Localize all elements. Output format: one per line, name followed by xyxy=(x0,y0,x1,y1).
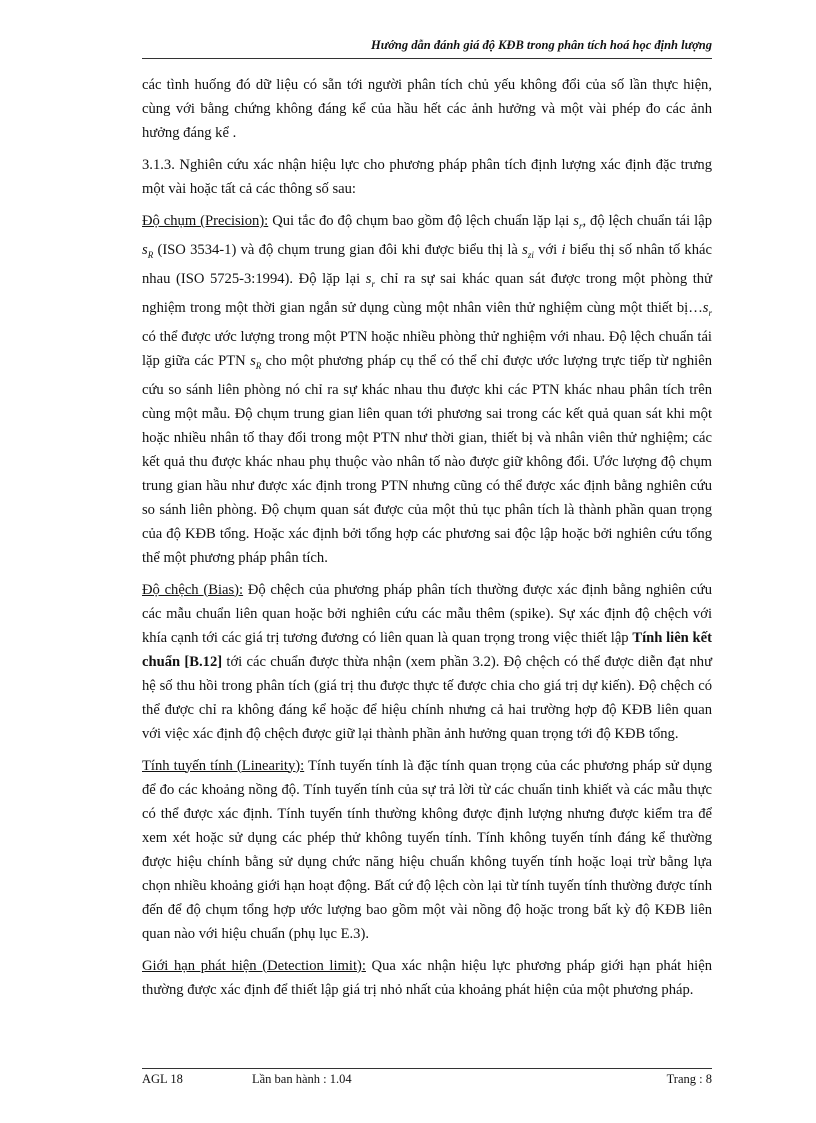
page-body xyxy=(142,73,712,1010)
symbol-szi: $s_{zi}$ xyxy=(522,241,534,260)
footer-divider xyxy=(142,1068,712,1069)
bias-paragraph: Độ chệch (Bias): Độ chệch của phương pháp phân tích thường được xác định bằng nghiên cứu các mẫu chuẩn liên quan hoặc bởi nghiên cứu các mẫu thêm (spike). Sự xác định độ chệch với khía cạnh tới các giá trị tương đương có liên quan là quan trọng trong việc thiết lập Tính liên kết chuẩn [B.12] tới các chuẩn được thừa nhận (xem phần 3.2). Độ chệch có thể được diễn đạt như hệ số thu hồi trong phân tích (giá trị thu được thực tế được chia cho giá trị dự kiến). Độ chệch có thể được chỉ ra không đáng kể hoặc để hiệu chính nhưng cả hai trường hợp độ KĐB liên quan với việc xác định độ chệch được giữ lại thành phần ảnh hưởng quan trọng tới độ KĐB tổng. xyxy=(142,581,712,742)
symbol-sr: $s_r$ xyxy=(573,213,583,231)
symbol-i: i xyxy=(561,241,566,258)
precision-paragraph: Độ chụm (Precision): Qui tắc đo độ chụm bao gồm độ lệch chuẩn lặp lại $s_r$, độ lệch chuẩn tái lập $s_R$ (ISO 3534-1) và độ chụm trung gian đôi khi được biểu thị là $s_{zi}$ với i biểu thị số nhân tố khác nhau (ISO 5725-3:1994). Độ lặp lại $s_r$ chỉ ra sự sai khác quan sát được trong một phòng thử nghiệm trong một thời gian ngắn sử dụng cùng một nhân viên thử nghiệm cùng một thiết $bị\dots s_r$ có thể được ước lượng trong một PTN hoặc nhiều phòng thử nghiệm với nhau. Độ lệch chuẩn tái lặp giữa các PTN $s_R$ cho một phương pháp cụ thể có thể chỉ được ước lượng trực tiếp từ nghiên cứu so sánh liên phòng nó chỉ ra sự khác nhau thu được khi các PTN khác nhau phân tích trên cùng một mẫu. Độ chụm trung gian liên quan tới phương sai trong các kết quả quan sát khi một hoặc nhiều nhân tố thay đổi trong một PTN như thời gian, thiết bị và nhân viên thử nghiệm; các kết quả thu được khác nhau phụ thuộc vào nhân tố nào được giữ không đổi. Ước lượng độ chụm trung gian hầu như được xác định trong PTN nhưng cũng có thể được xác định bằng nghiên cứu so sánh liên phòng. Độ chụm quan sát được của một thủ tục phân tích là thành phần quan trọng của độ KĐB tổng. Hoặc xác định bởi tổng hợp các phương sai độc lập hoặc bởi nghiên cứu tổng thể một phương pháp phân tích. xyxy=(142,213,713,566)
symbol-sr: $s_r$ xyxy=(702,299,712,318)
traceability-term: Tính liên kết chuẩn [B.12] xyxy=(142,629,712,670)
header-divider xyxy=(142,58,712,59)
footer-doc-code: AGL 18 xyxy=(142,1072,183,1086)
symbol-sr: $s_r$ xyxy=(365,270,375,289)
running-header: Hướng dẫn đánh giá độ KĐB trong phân tích hoá học định lượng xyxy=(371,38,712,52)
symbol-sR: $s_R$ xyxy=(142,241,154,260)
footer-edition: Lần ban hành : 1.04 xyxy=(252,1072,352,1086)
detection-heading: Giới hạn phát hiện (Detection limit): xyxy=(142,957,366,974)
symbol-sR: $s_R$ xyxy=(250,352,262,371)
bias-heading: Độ chệch (Bias): xyxy=(142,581,244,598)
intro-paragraph: các tình huống đó dữ liệu có sẵn tới người phân tích chủ yếu không đổi của số lần thực hiện, cùng với bằng chứng không đáng kể của hầu hết các ảnh hưởng và một vài phép đo các ảnh hưởng đáng kể . xyxy=(142,77,712,141)
detection-paragraph: Giới hạn phát hiện (Detection limit): Qua xác nhận hiệu lực phương pháp giới hạn phát hiện thường được xác định để thiết lập giá trị nhỏ nhất của khoảng phát hiện của một phương pháp. xyxy=(142,957,712,998)
linearity-paragraph: Tính tuyến tính (Linearity): Tính tuyến tính là đặc tính quan trọng của các phương pháp sử dụng để đo các khoảng nồng độ. Tính tuyến tính của sự trả lời từ các chuẩn tinh khiết và các mẫu thực có thể được xác định. Tính tuyến tính thường không được định lượng nhưng được kiểm tra để xem xét hoặc sử dụng các phép thử không tuyến tính. Tính không tuyến tính đáng kể thường được hiệu chính bằng sử dụng chức năng hiệu chuẩn không tuyến tính hoặc loại trừ bằng lựa chọn nhiều khoảng giới hạn hoạt động. Bất cứ độ lệch còn lại từ tính tuyến tính thường được tính đến để độ chụm tổng hợp ước lượng bao gồm một vài nồng độ hoặc trong bất kỳ độ KĐB liên quan nào với hiệu chuẩn (phụ lục E.3). xyxy=(142,757,712,942)
section-3-1-3: 3.1.3. Nghiên cứu xác nhận hiệu lực cho phương pháp phân tích định lượng xác định đặc trưng một vài hoặc tất cả các thông số sau: xyxy=(142,157,712,197)
linearity-heading: Tính tuyến tính (Linearity): xyxy=(142,757,305,774)
precision-heading: Độ chụm (Precision): xyxy=(142,213,269,229)
footer-page-number: Trang : 8 xyxy=(666,1072,712,1086)
